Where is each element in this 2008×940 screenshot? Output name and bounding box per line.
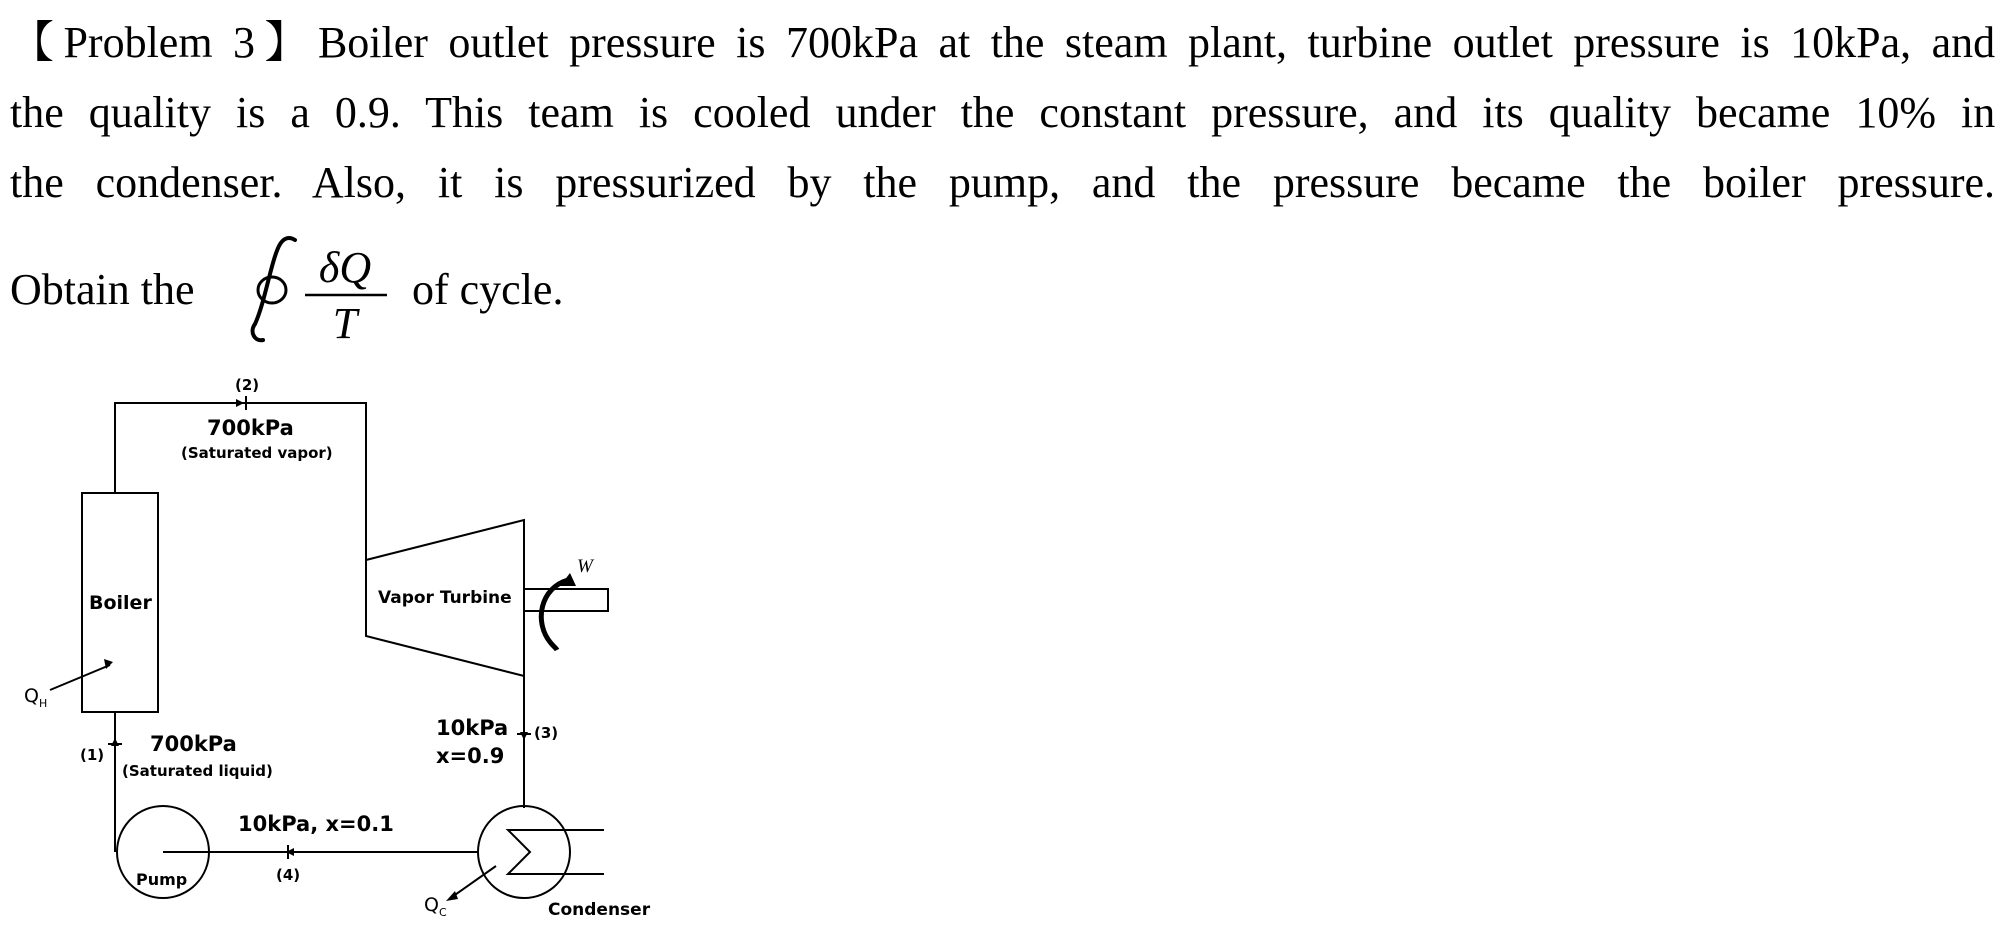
work-arc (541, 580, 568, 650)
state2-label: (2) (235, 376, 260, 394)
problem-word: quality (88, 88, 211, 137)
problem-word: pressure (1272, 158, 1420, 207)
state3-pressure-label: 10kPa (436, 716, 509, 740)
problem-word: cooled (693, 88, 811, 137)
problem-word: 0.9. (334, 88, 401, 137)
state3-label: (3) (534, 724, 559, 742)
heat-out-q: Q (424, 894, 439, 916)
problem-word: quality (1548, 88, 1671, 137)
pump-label: Pump (136, 870, 188, 889)
condenser-label: Condenser (548, 900, 651, 920)
problem-word: pump, (948, 158, 1061, 207)
bottom-left-state-label: (Saturated liquid) (122, 762, 273, 780)
heat-in-label (24, 685, 47, 710)
cyclic-integral-expression (235, 232, 405, 352)
heat-in-arrow-line (50, 665, 110, 690)
problem-word: 【Problem (10, 18, 213, 67)
problem-word: boiler (1702, 158, 1806, 207)
problem-word: the (990, 18, 1045, 67)
fraction-denominator: T (332, 299, 358, 348)
problem-line-3 (10, 148, 1995, 218)
problem-word: is (736, 18, 766, 67)
problem-word: became (1451, 158, 1586, 207)
problem-word: 700kPa (785, 18, 918, 67)
problem-word: a (290, 88, 310, 137)
heat-in-sub: H (38, 696, 48, 710)
problem-word: is (494, 158, 524, 207)
problem-word: the (960, 88, 1015, 137)
steam-plant-diagram (0, 360, 700, 930)
condenser-circle (478, 806, 570, 898)
problem-word: steam (1064, 18, 1168, 67)
heat-in-q: Q (24, 685, 39, 707)
problem-word: the (1617, 158, 1672, 207)
fraction-numerator: δQ (318, 243, 372, 292)
state1-label: (1) (80, 746, 105, 764)
state3-flow-arrow (520, 732, 528, 740)
boiler-label: Boiler (89, 592, 152, 614)
problem-word: outlet (448, 18, 549, 67)
problem-word: is (638, 88, 669, 137)
problem-word: in (1960, 88, 1996, 137)
problem-word: its (1482, 88, 1524, 137)
problem-word: pressure. (1837, 158, 1996, 207)
problem-word: by (787, 158, 832, 207)
problem-word: under (835, 88, 936, 137)
bottom-left-pressure-label: 700kPa (150, 732, 237, 756)
diagram-lines (0, 360, 700, 930)
problem-word: is (1740, 18, 1770, 67)
heat-out-arrowhead (446, 891, 458, 901)
problem-word: pressurized (555, 158, 756, 207)
problem-word: at (938, 18, 971, 67)
problem-word: team (528, 88, 614, 137)
top-state-label: (Saturated vapor) (181, 444, 333, 462)
problem-word: plant, (1188, 18, 1288, 67)
turbine-label: Vapor Turbine (378, 588, 512, 608)
turbine-shaft (524, 589, 608, 611)
state4-conditions-label: 10kPa, x=0.1 (238, 812, 394, 836)
condenser-coil (508, 830, 546, 874)
top-pressure-label: 700kPa (207, 416, 294, 440)
state2-flow-arrow (236, 399, 244, 407)
obtain-prefix: Obtain the (10, 265, 195, 314)
contour-integral-sign (253, 238, 295, 340)
problem-word: 3】Boiler (233, 18, 428, 67)
problem-word: is (235, 88, 266, 137)
problem-word: 10kPa, (1790, 18, 1912, 67)
problem-word: the (1187, 158, 1242, 207)
problem-word: and (1931, 18, 1996, 67)
problem-word: outlet (1452, 18, 1553, 67)
problem-word: and (1091, 158, 1156, 207)
state3-quality-label: x=0.9 (436, 744, 505, 768)
problem-word: Also, (311, 158, 407, 207)
problem-word: constant (1039, 88, 1187, 137)
problem-word: pressure (1573, 18, 1720, 67)
heat-out-sub: C (438, 905, 447, 919)
problem-word: the (10, 88, 64, 137)
problem-word: became (1695, 88, 1831, 137)
problem-word: condenser. (95, 158, 283, 207)
problem-line-2 (10, 78, 1995, 148)
problem-statement (10, 8, 1995, 218)
state1-flow-arrow (111, 738, 119, 746)
state4-label: (4) (276, 866, 301, 884)
problem-word: 10% (1855, 88, 1936, 137)
work-label: W (577, 556, 593, 577)
problem-line-1 (10, 8, 1995, 78)
problem-word: This (425, 88, 504, 137)
problem-word: and (1393, 88, 1458, 137)
problem-word: the (10, 158, 64, 207)
problem-word: pressure (569, 18, 716, 67)
problem-word: the (863, 158, 918, 207)
problem-word: turbine (1307, 18, 1433, 67)
problem-word: pressure, (1211, 88, 1369, 137)
obtain-suffix: of cycle. (412, 265, 564, 314)
obtain-line (10, 232, 630, 352)
problem-word: it (437, 158, 463, 207)
heat-out-label (424, 894, 447, 919)
